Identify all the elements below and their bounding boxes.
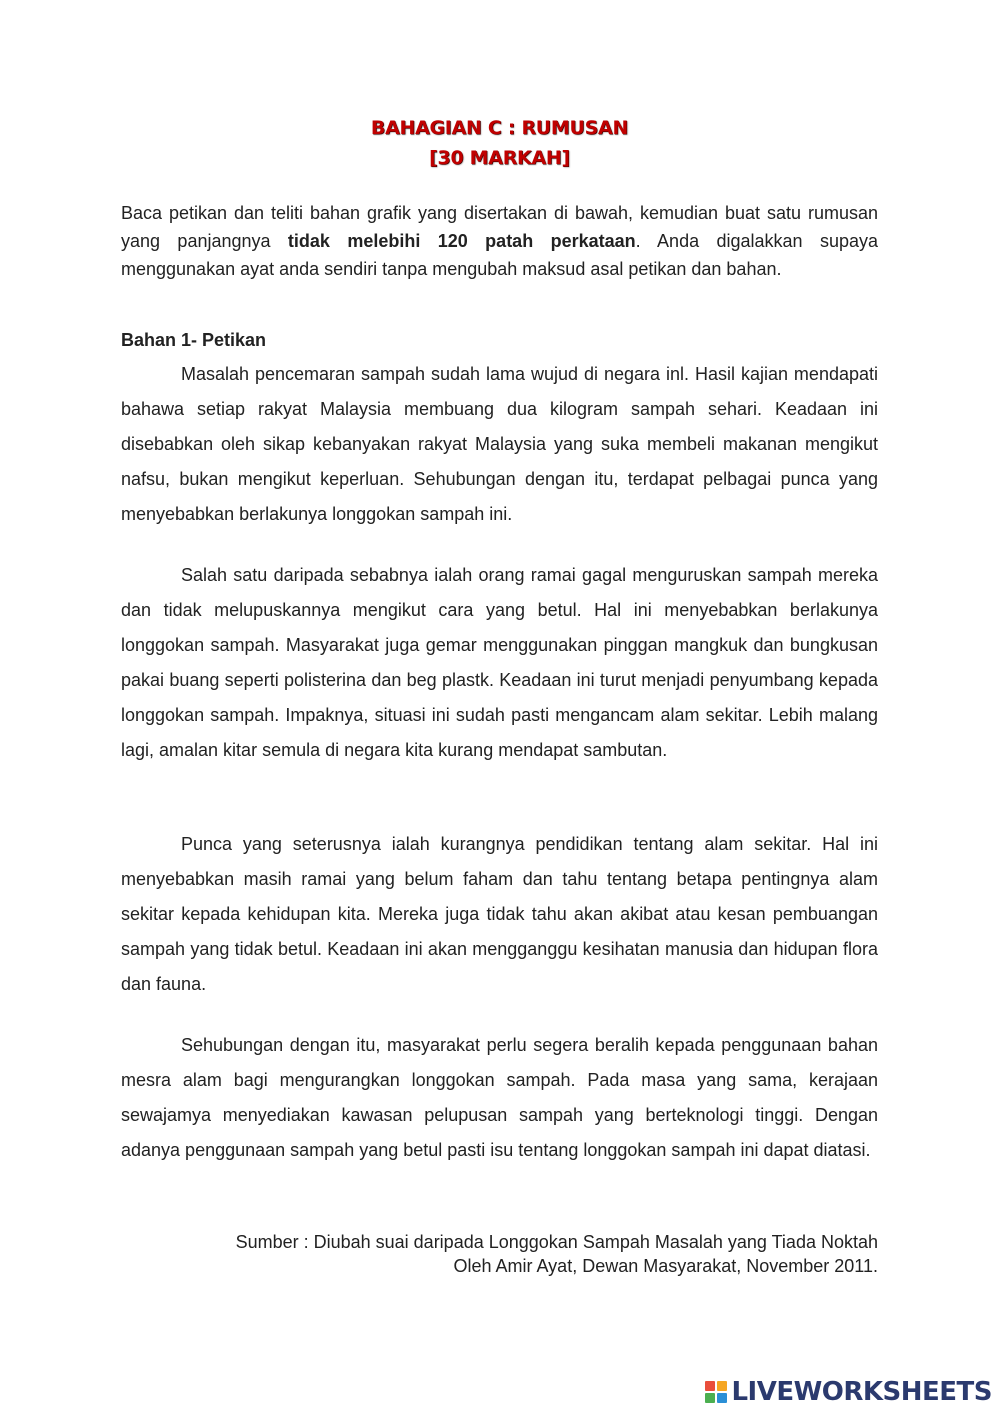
instruction-bold: tidak melebihi 120 patah perkataan (287, 231, 636, 251)
logo-block (705, 1381, 715, 1391)
logo-block (705, 1393, 715, 1403)
passage-paragraph-2: Salah satu daripada sebabnya ialah orang ramai gagal menguruskan sampah mereka dan tidak melupuskannya mengikut cara yang betul. Hal ini menyebabkan berlakunya longgokan sampah. Masyarakat juga gemar menggunakan pinggan mangkuk dan bungkusan pakai buang seperti polisterina dan beg plastk. Keadaan ini turut menjadi penyumbang kepada longgokan sampah. Impaknya, situasi ini sudah pasti mengancam alam sekitar. Lebih malang lagi, amalan kitar semula di negara kita kurang mendapat sambutan. (121, 565, 878, 760)
section-title: BAHAGIAN C : RUMUSAN (370, 117, 629, 139)
instruction-part1: Baca petikan dan teliti bahan grafik yang disertakan di bawah, kemudian buat satu rumusan yang panjangnya (121, 203, 878, 251)
source-citation (236, 1230, 878, 1278)
passage-paragraph-1: Masalah pencemaran sampah sudah lama wujud di negara inl. Hasil kajian mendapati bahawa setiap rakyat Malaysia membuang dua kilogram sampah sehari. Keadaan ini disebabkan oleh sikap kebanyakan rakyat Malaysia yang suka membeli makanan mengikut nafsu, bukan mengikut keperluan. Sehubungan dengan itu, terdapat pelbagai punca yang menyebabkan berlakunya longgokan sampah ini. (121, 364, 878, 524)
logo-block (717, 1393, 727, 1403)
liveworksheets-logo (705, 1375, 992, 1409)
instruction-text (121, 199, 878, 283)
passage-paragraph-3: Punca yang seterusnya ialah kurangnya pendidikan tentang alam sekitar. Hal ini menyebabkan masih ramai yang belum faham dan tahu tentang betapa pentingnya alam sekitar kepada kehidupan kita. Mereka juga tidak tahu akan akibat atau kesan pembuangan sampah yang tidak betul. Keadaan ini akan mengganggu kesihatan manusia dan hidupan flora dan fauna. (121, 834, 878, 994)
logo-blocks-icon (705, 1381, 727, 1403)
logo-text: LIVEWORKSHEETS (731, 1377, 992, 1407)
marks-title: [30 MARKAH] (429, 147, 570, 169)
instruction-part2: . Anda digalakkan supaya menggunakan ayat anda sendiri tanpa mengubah maksud asal petikan dan bahan. (121, 231, 878, 279)
logo-block (717, 1381, 727, 1391)
bahan-heading: Bahan 1- Petikan (121, 330, 267, 350)
passage-paragraph-4: Sehubungan dengan itu, masyarakat perlu segera beralih kepada penggunaan bahan mesra alam bagi mengurangkan longgokan sampah. Pada masa yang sama, kerajaan sewajamya menyediakan kawasan pelupusan sampah yang berteknologi tinggi. Dengan adanya penggunaan sampah yang betul pasti isu tentang longgokan sampah ini dapat diatasi. (121, 1035, 878, 1160)
source-line-1: Sumber : Diubah suai daripada Longgokan Sampah Masalah yang Tiada Noktah (235, 1232, 878, 1252)
source-line-2: Oleh Amir Ayat, Dewan Masyarakat, November 2011. (453, 1256, 878, 1276)
